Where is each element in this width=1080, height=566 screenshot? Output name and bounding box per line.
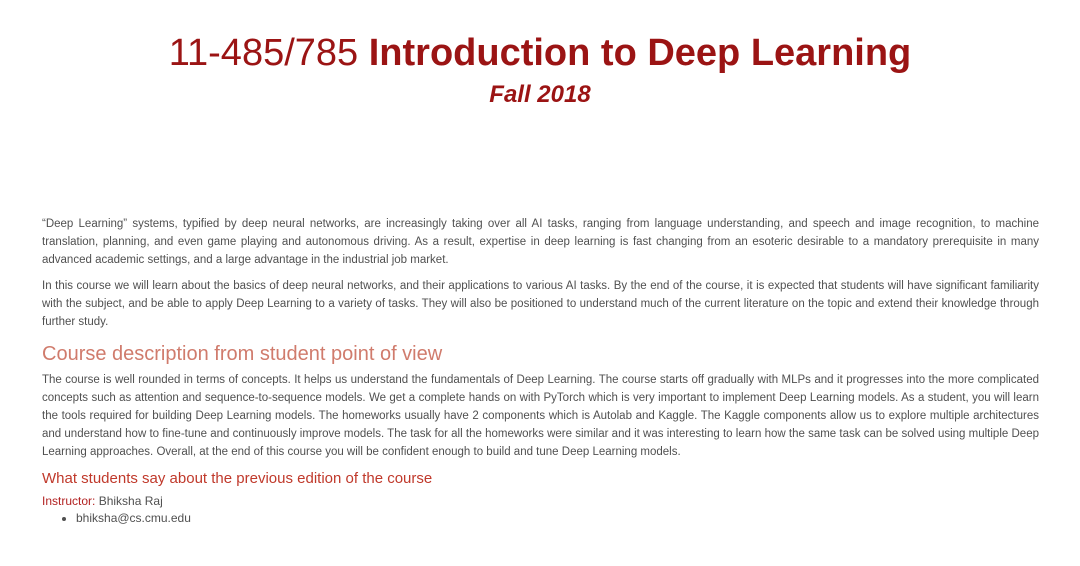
student-view-heading: Course description from student point of view <box>42 343 443 365</box>
page-header <box>0 30 1080 110</box>
main-content <box>42 215 1039 527</box>
instructor-email[interactable]: • bhiksha@cs.cmu.edu <box>76 510 1039 527</box>
instructor-label: Instructor: <box>42 494 96 508</box>
course-term: Fall 2018 <box>489 81 591 108</box>
instructor-contact-list <box>42 510 1039 527</box>
student-feedback-heading <box>42 469 1039 489</box>
intro-paragraph-1: “Deep Learning” systems, typified by deep neural networks, are increasingly taking over all AI tasks, ranging from language understanding, and speech and image recognition, to machine translation, planning, and even game playing and autonomous driving. As a result, expertise in deep learning is fast changing from an esoteric desirable to a mandatory prerequisite in many advanced academic settings, and a large advantage in the industrial job market. <box>42 218 1039 266</box>
intro-paragraph-2: In this course we will learn about the basics of deep neural networks, and their applications to various AI tasks. By the end of the course, it is expected that students will have significant familiarity with the subject, and be able to apply Deep Learning to a variety of tasks. They will also be positioned to understand much of the current literature on the topic and extend their knowledge through further study. <box>42 280 1039 328</box>
course-name: Introduction to Deep Learning <box>368 32 912 74</box>
instructor-line <box>42 493 1039 510</box>
student-feedback-link[interactable]: What students say about the previous edition of the course <box>42 470 433 487</box>
student-view-paragraph: The course is well rounded in terms of concepts. It helps us understand the fundamentals of Deep Learning. The course starts off gradually with MLPs and it progresses into the more complicated concepts such as attention and sequence-to-sequence models. We get a complete hands on with PyTorch which is very important to implement Deep Learning models. As a student, you will learn the tools required for building Deep Learning models. The homeworks usually have 2 components which is Autolab and Kaggle. The Kaggle components allow us to explore multiple architectures and understand how to fine-tune and continuously improve models. The task for all the homeworks were similar and it was interesting to learn how the same task can be solved using multiple Deep Learning approaches. Overall, at the end of this course you will be confident enough to build and tune Deep Learning models. <box>42 374 1039 458</box>
page-title <box>0 30 1080 76</box>
course-code: 11-485/785 <box>168 32 359 74</box>
instructor-name: Bhiksha Raj <box>98 494 163 508</box>
